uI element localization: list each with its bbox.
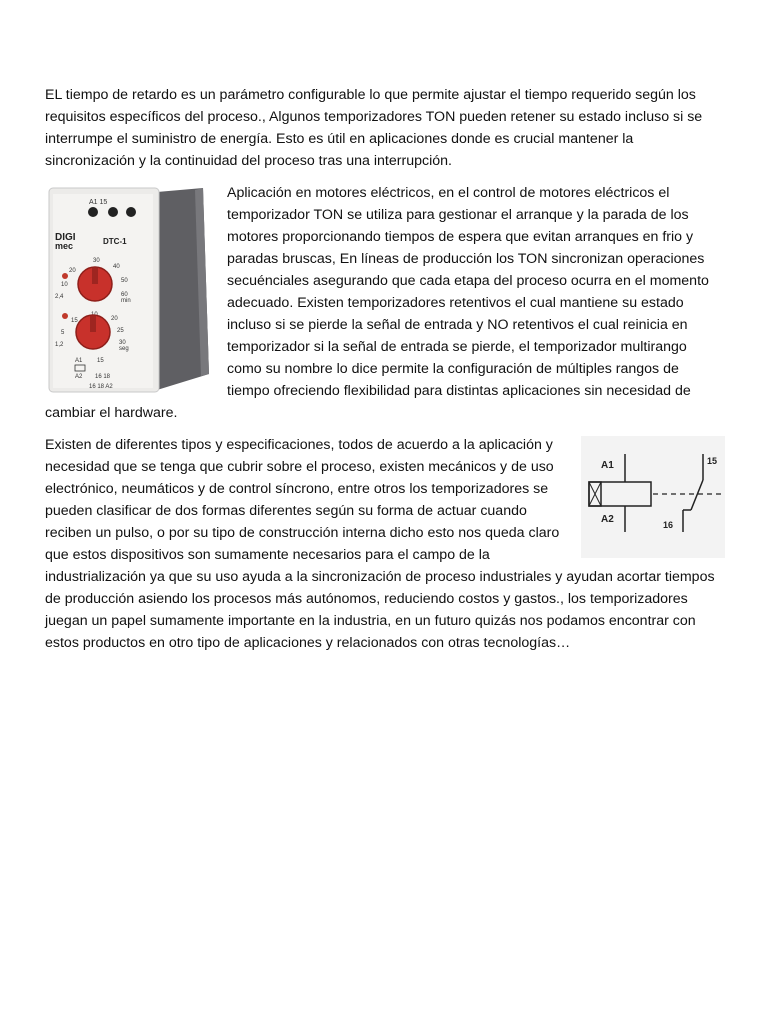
svg-text:A2: A2 — [75, 374, 83, 380]
paragraph-applications: Aplicación en motores eléctricos, en el control de motores eléctricos el temporizador TON se utiliza para gestionar el arranque y la parada de los motores proporcionando tiempos de espera que evitan arranques en frio y paradas bruscas, En líneas de producción los TON sincronizan operaciones secuénciales asegurando que cada etapa del proceso ocurra en el momento adecuado. Existen temporizadores retentivos el cual mantiene su estado incluso si se pierde la señal de entrada y NO retentivos el cual reinicia en temporizador si la señal de entrada se pierde, el temporizador multirango como su nombre lo dice permite la configuración de múltiples rangos de tiempo ofreciendo flexibilidad para distintas aplicaciones sin necesidad de cambiar el hardware. — [45, 185, 709, 421]
svg-text:1,2: 1,2 — [55, 342, 64, 348]
paragraph-types: Existen de diferentes tipos y especificaciones, todos de acuerdo a la aplicación y necesidad que se tenga que cubrir sobre el proceso, existen mecánicos y de uso electrónico, neumáticos y de control síncrono, entre otros los temporizadores se pueden clasificar de dos formas diferentes según su forma de actuar cuando reciben un pulso, o por su tipo de construcción interna dicho esto nos queda claro que estos dispositivos son sumamente necesarios para el campo de la industrialización ya que su uso ayuda a la sincronización de proceso industriales y ayudan acortar tiempos de producción asiendo los procesos más autónomos, reduciendo costos y gastos., los temporizadores juegan un papel sumamente importante en la industria, en un futuro quizás nos podamos encontrar con estos productos en otro tipo de aplicaciones y relacionados con otras tecnologías… — [45, 437, 715, 651]
svg-text:40: 40 — [113, 264, 120, 270]
diagram-label-a2: A2 — [601, 514, 614, 525]
brand-top: DIGI — [55, 232, 76, 243]
svg-text:50: 50 — [121, 278, 128, 284]
svg-text:2,4: 2,4 — [55, 294, 64, 300]
svg-text:30: 30 — [93, 258, 100, 264]
diagram-label-15: 15 — [707, 456, 718, 466]
svg-text:25: 25 — [117, 328, 124, 334]
brand-bottom: mec — [55, 241, 74, 251]
svg-text:5: 5 — [61, 330, 65, 336]
svg-text:min: min — [121, 298, 131, 304]
document-body — [45, 84, 725, 664]
paragraph-intro: EL tiempo de retardo es un parámetro configurable lo que permite ajustar el tiempo requerido según los requisitos específicos del proceso., Algunos temporizadores TON pueden retener su estado incluso si se interrumpe el suministro de energía. Esto es útil en aplicaciones donde es crucial mantener la sincronización y la continuidad del proceso tras una interrupción. — [45, 87, 703, 169]
timer-contact-diagram — [581, 436, 725, 558]
terminal-top-label: A1 15 — [89, 199, 108, 206]
svg-text:15: 15 — [97, 358, 104, 364]
svg-text:20: 20 — [69, 268, 76, 274]
svg-text:60: 60 — [121, 292, 128, 298]
svg-text:10: 10 — [61, 282, 68, 288]
model-label: DTC-1 — [103, 237, 127, 246]
svg-text:seg: seg — [119, 346, 129, 352]
timer-relay-photo — [45, 184, 213, 396]
diagram-label-a1: A1 — [601, 460, 614, 471]
svg-text:15: 15 — [71, 318, 78, 324]
svg-text:16 18: 16 18 — [95, 374, 111, 380]
diagram-label-16: 16 — [663, 520, 674, 530]
svg-text:20: 20 — [111, 316, 118, 322]
svg-text:A1: A1 — [75, 358, 83, 364]
svg-text:30: 30 — [119, 340, 126, 346]
terminal-bottom-label: 16 18 A2 — [89, 384, 113, 390]
